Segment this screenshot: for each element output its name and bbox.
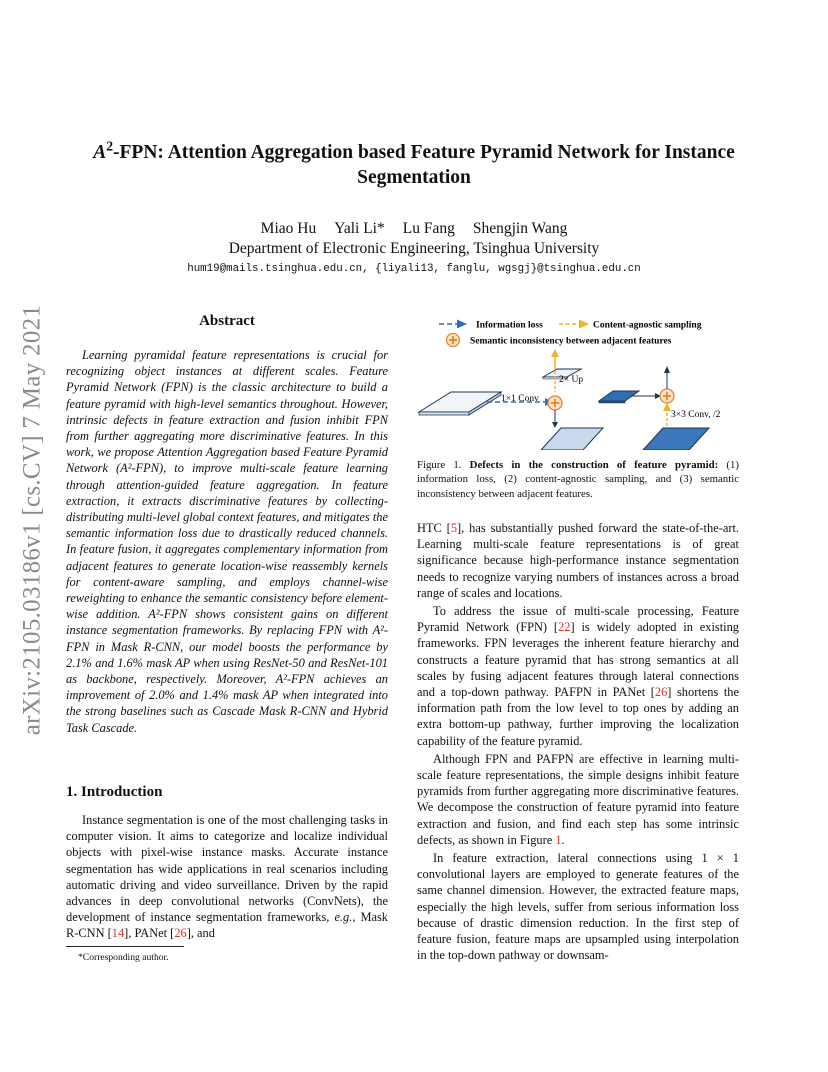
abstract-text: Learning pyramidal feature representations is crucial for recognizing object instances at different scales. Feature Pyramid Network (FPN) is the classic architecture to build a feature pyramid with high-level semantics throughout. However, intrinsic defects in feature extraction and fusion inhibit FPN from further aggregating more discriminative features. In this work, we propose Attention Aggregation based Feature Pyramid Network (A²-FPN), to improve multi-scale feature learning through attention-guided feature aggregation. In feature extraction, it extracts discriminative features by collecting-distributing multi-level global context features, and mitigates the semantic information loss due to drastically reduced channels. In feature fusion, it aggregates complementary information from adjacent features to generate location-wise reassembly kernels for content-aware sampling, and employs channel-wise reweighting to enhance the semantic consistency before element-wise addition. A²-FPN shows consistent gains on different instance segmentation frameworks. By replacing FPN with A²-FPN in Mask R-CNN, our model boosts the performance by 2.1% and 1.6% mask AP when using ResNet-50 and ResNet-101 as backbone, respectively. Moreover, A²-FPN achieves an improvement of 2.0% and 1.4% mask AP when integrated into the strong baselines such as Cascade Mask R-CNN and Hybrid Task Cascade. [66, 348, 388, 735]
citation-link[interactable]: 26 [654, 685, 668, 700]
figure-1-diagram [417, 312, 739, 450]
figure-1-caption [417, 458, 739, 501]
abstract-heading: Abstract [199, 313, 255, 329]
right-column-text [417, 520, 739, 965]
citation-link[interactable]: 26 [174, 926, 187, 941]
author: Yali Li* [334, 220, 385, 237]
footnote-rule [66, 946, 184, 947]
paragraph: Although FPN and PAFPN are effective in learning multi-scale feature representations, the simple designs inhibit feature pyramids from further aggregating more discriminative features. We decompose the construction of feature pyramid into feature extraction and fusion, and find each step has some intrinsic defects, as shown in Figure 1. [417, 751, 739, 847]
section-heading-introduction: 1. Introduction [66, 784, 163, 800]
legend-info-loss: Information loss [476, 320, 543, 331]
citation-link[interactable]: 14 [111, 926, 125, 941]
author-emails: hum19@mails.tsinghua.edu.cn, {liyali13, fanglu, wgsgj}@tsinghua.edu.cn [187, 263, 641, 275]
feature-map-output-dark [643, 428, 709, 450]
figure-link[interactable]: 1 [555, 832, 562, 847]
footnote: *Corresponding author. [78, 952, 169, 963]
info-loss-legend-arrow [457, 320, 467, 329]
author: Shengjin Wang [472, 220, 568, 237]
caption-rest: (1) information loss, (2) content-agnostic sampling, and (3) semantic inconsistency between adjacent features. [417, 459, 739, 500]
title-line1: $A^2$-FPN: Attention Aggregation based Feature Pyramid Network for Instance [93, 138, 735, 163]
citation-link[interactable]: 22 [558, 620, 571, 635]
paragraph: In feature extraction, lateral connections using 1 × 1 convolutional layers are employed to generate features of the same channel dimension. However, the extracted feature maps, especially the high levels, suffer from serious information loss because of drastic dimension reduction. In the first step of feature fusion, feature maps are upsampled using interpolation in the top-down pathway or downsam- [417, 851, 739, 963]
legend-inconsistency: Semantic inconsistency between adjacent features [470, 336, 672, 347]
feature-map-output-light [541, 428, 603, 450]
figure-1 [417, 312, 739, 450]
title-line2: Segmentation [357, 167, 471, 188]
legend-sampling: Content-agnostic sampling [593, 320, 702, 331]
paragraph: HTC [5], has substantially pushed forward the state-of-the-art. Learning multi-scale feature representations is of great significance because high-performance instance segmentation needs to recognize varying numbers of instances across a broad range of scales and locations. [417, 521, 739, 600]
arxiv-stamp: arXiv:2105.03186v1 [cs.CV] 7 May 2021 [18, 304, 45, 735]
citation-link[interactable]: 5 [450, 521, 458, 535]
caption-label: Figure 1. [417, 459, 462, 471]
author: Lu Fang [402, 220, 455, 237]
caption-bold: Defects in the construction of feature pyramid: [469, 459, 719, 471]
author: Miao Hu [260, 220, 317, 237]
affiliation: Department of Electronic Engineering, Tsinghua University [228, 240, 600, 257]
label-conv1: 1×1 Conv [501, 394, 539, 404]
sampling-legend-arrow [579, 320, 589, 329]
label-up: 2× Up [559, 375, 584, 385]
label-conv3: 3×3 Conv, /2 [671, 410, 721, 420]
author-list [60, 219, 768, 239]
paper-title [60, 140, 768, 190]
intro-paragraph: Instance segmentation is one of the most challenging tasks in computer vision. It aims to categorize and localize individual objects with pixel-wise instance masks. Accurate instance segmentation has wide applications in real scenarios including automatic driving and video surveillance. Driven by the rapid advances in deep convolutional networks (ConvNets), the development of instance segmentation frameworks, e.g., Mask R-CNN [14], PANet [26], and [66, 813, 388, 941]
paragraph: To address the issue of multi-scale processing, Feature Pyramid Network (FPN) [22] is widely adopted in existing frameworks. FPN leverages the inherent feature hierarchy and constructs a feature pyramid that has strong semantics at all scales by fusing adjacent features through lateral connections and a top-down pathway. PAFPN in PANet [26] shortens the information path from the low level to top ones by adding an extra bottom-up pathway, further improving the localization capability of the feature pyramid. [417, 604, 739, 748]
